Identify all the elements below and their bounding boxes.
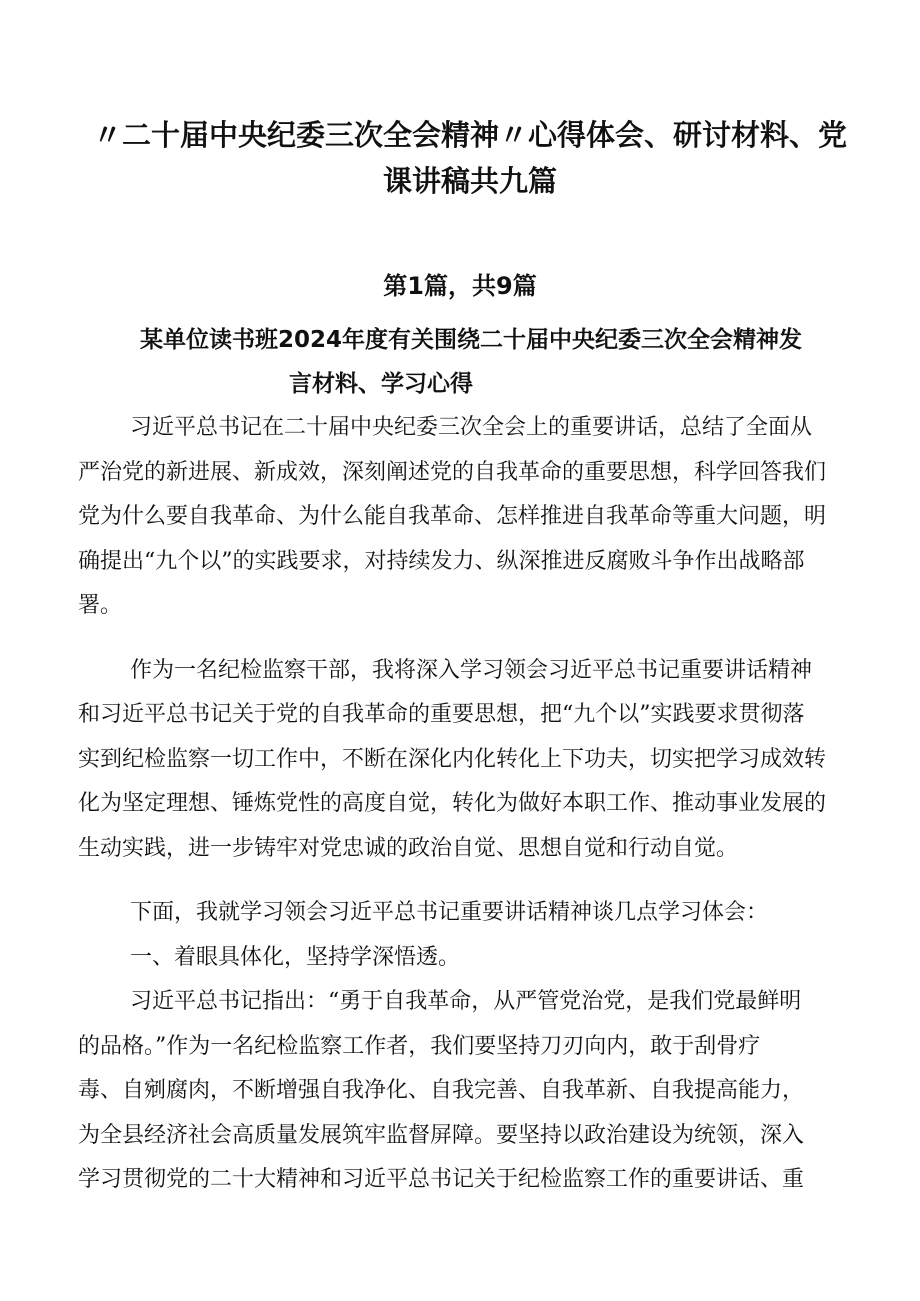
paragraph-1 <box>78 406 858 629</box>
body-line: 党为什么要自我革命、为什么能自我革命、怎样推进自我革命等重大问题，明 <box>78 504 827 529</box>
body-line: 化为坚定理想、锤炼党性的高度自觉，转化为做好本职工作、推动事业发展的 <box>78 791 827 816</box>
paragraph-3 <box>78 891 858 936</box>
body-line: 毒、自剜腐肉，不断增强自我净化、自我完善、自我革新、自我提高能力， <box>78 1078 805 1103</box>
paragraph-2 <box>78 649 858 872</box>
body-line: 下面，我就学习领会习近平总书记重要讲话精神谈几点学习体会： <box>130 900 769 925</box>
article-body <box>78 406 858 1203</box>
body-line: 生动实践，进一步铸牢对党忠诚的政治自觉、思想自觉和行动自觉。 <box>78 835 739 861</box>
paragraph-5 <box>78 980 858 1203</box>
body-line: 严治党的新进展、新成效，深刻阐述党的自我革命的重要思想，科学回答我们 <box>78 459 827 485</box>
body-line: 学习贯彻党的二十大精神和习近平总书记关于纪检监察工作的重要讲话、重 <box>78 1167 805 1192</box>
paragraph-gap <box>78 871 858 891</box>
document-title <box>90 112 850 204</box>
paragraph-4 <box>78 936 858 981</box>
paragraph-gap <box>78 629 858 649</box>
part-label: 第1篇，共9篇 <box>383 272 537 300</box>
body-line: 习近平总书记指出：“勇于自我革命，从严管党治党，是我们党最鲜明 <box>130 989 802 1014</box>
article-subtitle <box>140 318 860 406</box>
section-heading: 一、着眼具体化，坚持学深悟透。 <box>130 944 461 970</box>
body-line: 实到纪检监察一切工作中，不断在深化内化转化上下功夫，切实把学习成效转 <box>78 746 827 772</box>
title-line: 课讲稿共九篇 <box>382 164 557 198</box>
subtitle-line: 某单位读书班2024年度有关围绕二十届中央纪委三次全会精神发 <box>140 327 803 353</box>
body-line: 确提出“九个以”的实践要求，对持续发力、纵深推进反腐败斗争作出战略部 <box>78 548 805 574</box>
body-line: 为全县经济社会高质量发展筑牢监督屏障。要坚持以政治建设为统领，深入 <box>78 1122 805 1148</box>
body-line: 的品格。”作为一名纪检监察工作者，我们要坚持刀刃向内，敢于刮骨疗 <box>78 1033 761 1059</box>
body-line: 和习近平总书记关于党的自我革命的重要思想，把“九个以”实践要求贯彻落 <box>78 702 805 727</box>
body-line: 署。 <box>78 593 123 618</box>
body-line: 作为一名纪检监察干部，我将深入学习领会习近平总书记重要讲话精神 <box>130 657 813 683</box>
body-line: 习近平总书记在二十届中央纪委三次全会上的重要讲话，总结了全面从 <box>130 415 813 440</box>
title-line: 〃二十届中央纪委三次全会精神〃心得体会、研讨材料、党 <box>92 118 847 152</box>
subtitle-line: 言材料、学习心得 <box>289 371 473 397</box>
